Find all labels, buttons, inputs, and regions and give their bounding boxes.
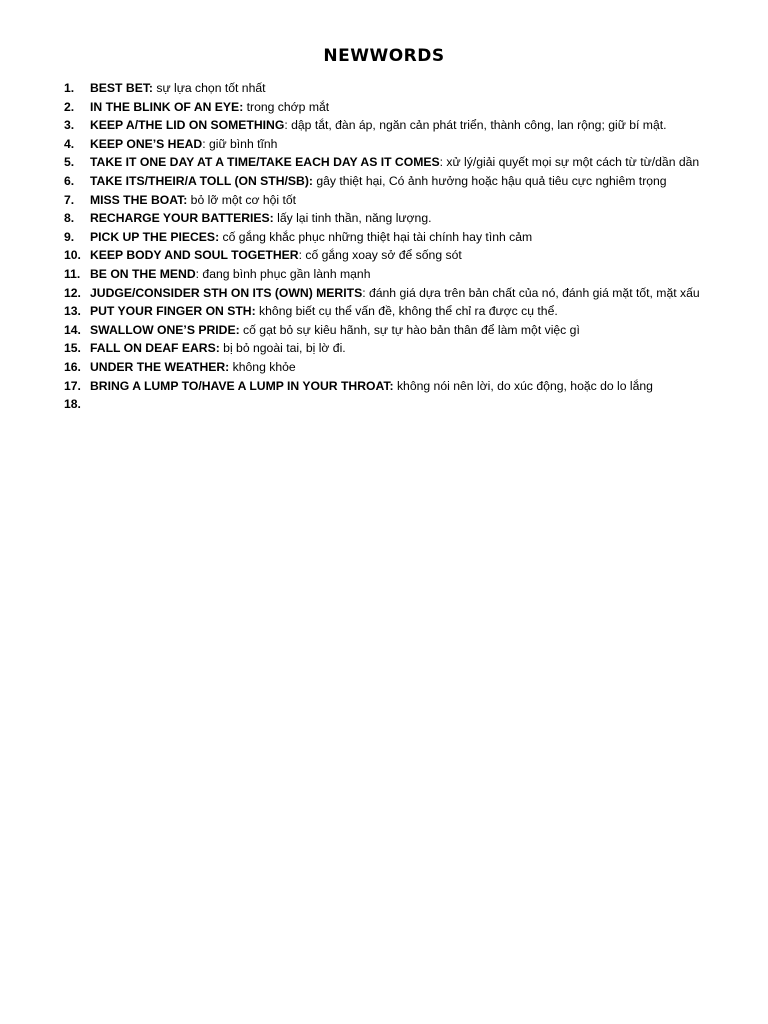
list-item-body xyxy=(90,377,748,396)
list-item-number: 8. xyxy=(64,211,75,226)
list-item xyxy=(0,265,768,284)
list-item-number: 15. xyxy=(64,341,81,356)
list-item xyxy=(0,172,768,191)
list-item-meaning: sự lựa chọn tốt nhất xyxy=(152,81,266,95)
list-item-body xyxy=(90,209,748,228)
list-item-meaning: cố gắng khắc phục những thiệt hại tài chính hay tình cảm xyxy=(219,229,533,244)
list-item-term: SWALLOW ONE’S PRIDE: xyxy=(90,322,240,337)
list-item-body xyxy=(90,246,748,265)
list-item-number: 6. xyxy=(64,173,75,188)
list-item-number: 1. xyxy=(64,81,75,95)
list-item-meaning: không biết cụ thể vấn đề, không thể chỉ ra được cụ thể. xyxy=(255,304,558,319)
list-item-body xyxy=(90,135,748,154)
list-item-number: 9. xyxy=(64,229,75,244)
list-item-meaning: : giữ bình tĩnh xyxy=(202,136,278,151)
list-item-term: BRING A LUMP TO/HAVE A LUMP IN YOUR THROAT: xyxy=(90,378,394,393)
list-item-number: 17. xyxy=(64,378,81,393)
list-item-term: BE ON THE MEND xyxy=(90,266,196,281)
list-item xyxy=(0,302,768,321)
list-item xyxy=(0,339,768,358)
list-item-body xyxy=(90,116,748,135)
list-item-term: RECHARGE YOUR BATTERIES: xyxy=(90,211,274,226)
list-item-meaning: không khỏe xyxy=(229,359,296,374)
list-item xyxy=(0,284,768,303)
list-item-meaning: lấy lại tinh thần, năng lượng. xyxy=(273,211,432,226)
list-item-term: PUT YOUR FINGER ON STH: xyxy=(90,304,256,319)
list-item-term: KEEP A/THE LID ON SOMETHING xyxy=(90,118,285,133)
list-item-term: PICK UP THE PIECES: xyxy=(90,229,220,244)
list-item-body xyxy=(90,172,748,191)
list-item xyxy=(0,358,768,377)
list-item-meaning: trong chớp mắt xyxy=(243,99,330,114)
list-item-number: 13. xyxy=(64,304,81,319)
list-item xyxy=(0,209,768,228)
list-item-body xyxy=(90,153,748,172)
list-item-term: TAKE ITS/THEIR/A TOLL (ON STH/SB): xyxy=(90,173,313,188)
list-item-term: TAKE IT ONE DAY AT A TIME/TAKE EACH DAY AS IT COMES xyxy=(90,155,440,170)
list-item-number: 11. xyxy=(64,266,81,281)
list-item-meaning: không nói nên lời, do xúc động, hoặc do lo lắng xyxy=(393,378,653,393)
list-item-meaning: cố gạt bỏ sự kiêu hãnh, sự tự hào bản thân để làm một việc gì xyxy=(239,322,580,337)
list-item-number: 4. xyxy=(64,136,75,151)
list-item-term: FALL ON DEAF EARS: xyxy=(90,341,220,356)
list-item xyxy=(0,395,768,414)
list-item xyxy=(0,228,768,247)
list-item xyxy=(0,79,768,98)
list-item-body xyxy=(90,79,748,98)
list-item xyxy=(0,98,768,117)
list-item xyxy=(0,135,768,154)
list-item-number: 14. xyxy=(64,322,81,337)
list-item-number: 12. xyxy=(64,285,81,300)
list-item xyxy=(0,377,768,396)
list-item-number: 5. xyxy=(64,155,75,170)
list-item-number: 16. xyxy=(64,359,81,374)
list-item-body xyxy=(90,98,748,117)
list-item-meaning: bị bỏ ngoài tai, bị lờ đi. xyxy=(219,341,346,356)
list-item-term: MISS THE BOAT: xyxy=(90,192,188,207)
list-item-term: KEEP ONE’S HEAD xyxy=(90,136,203,151)
list-item xyxy=(0,116,768,135)
list-item-body xyxy=(90,191,748,210)
list-item xyxy=(0,246,768,265)
list-item-meaning: : cố gắng xoay sở để sống sót xyxy=(298,248,462,263)
list-item-meaning: : đang bình phục gần lành mạnh xyxy=(195,266,371,281)
vocabulary-list xyxy=(0,79,768,414)
list-item-body xyxy=(90,321,748,340)
list-item-term: UNDER THE WEATHER: xyxy=(90,359,230,374)
list-item-number: 7. xyxy=(64,192,75,207)
list-item xyxy=(0,191,768,210)
list-item-meaning: gây thiệt hại, Có ảnh hưởng hoặc hậu quả tiêu cực nghiêm trọng xyxy=(312,173,667,188)
list-item-number: 3. xyxy=(64,118,75,133)
list-item-meaning: : dập tắt, đàn áp, ngăn cản phát triển, thành công, lan rộng; giữ bí mật. xyxy=(284,118,667,133)
list-item-body xyxy=(90,284,748,303)
list-item-meaning: bỏ lỡ một cơ hội tốt xyxy=(187,192,297,207)
list-item-number: 10. xyxy=(64,248,81,263)
list-item-number: 2. xyxy=(64,99,75,114)
list-item-body xyxy=(90,228,748,247)
list-item-body xyxy=(90,265,748,284)
list-item-meaning: : đánh giá dựa trên bản chất của nó, đánh giá mặt tốt, mặt xấu xyxy=(362,285,700,300)
list-item-body xyxy=(90,358,748,377)
document-title: NEWWORDS xyxy=(323,46,445,66)
list-item xyxy=(0,321,768,340)
list-item-body xyxy=(90,339,748,358)
list-item-term: JUDGE/CONSIDER STH ON ITS (OWN) MERITS xyxy=(90,285,363,300)
list-item-term: KEEP BODY AND SOUL TOGETHER xyxy=(90,248,299,263)
list-item-body xyxy=(90,302,748,321)
list-item-term: BEST BET: xyxy=(90,81,153,95)
list-item-meaning: : xử lý/giải quyết mọi sự một cách từ từ/dần dần xyxy=(439,155,700,170)
list-item-number: 18. xyxy=(64,397,81,412)
list-item xyxy=(0,153,768,172)
list-item-term: IN THE BLINK OF AN EYE: xyxy=(90,99,244,114)
